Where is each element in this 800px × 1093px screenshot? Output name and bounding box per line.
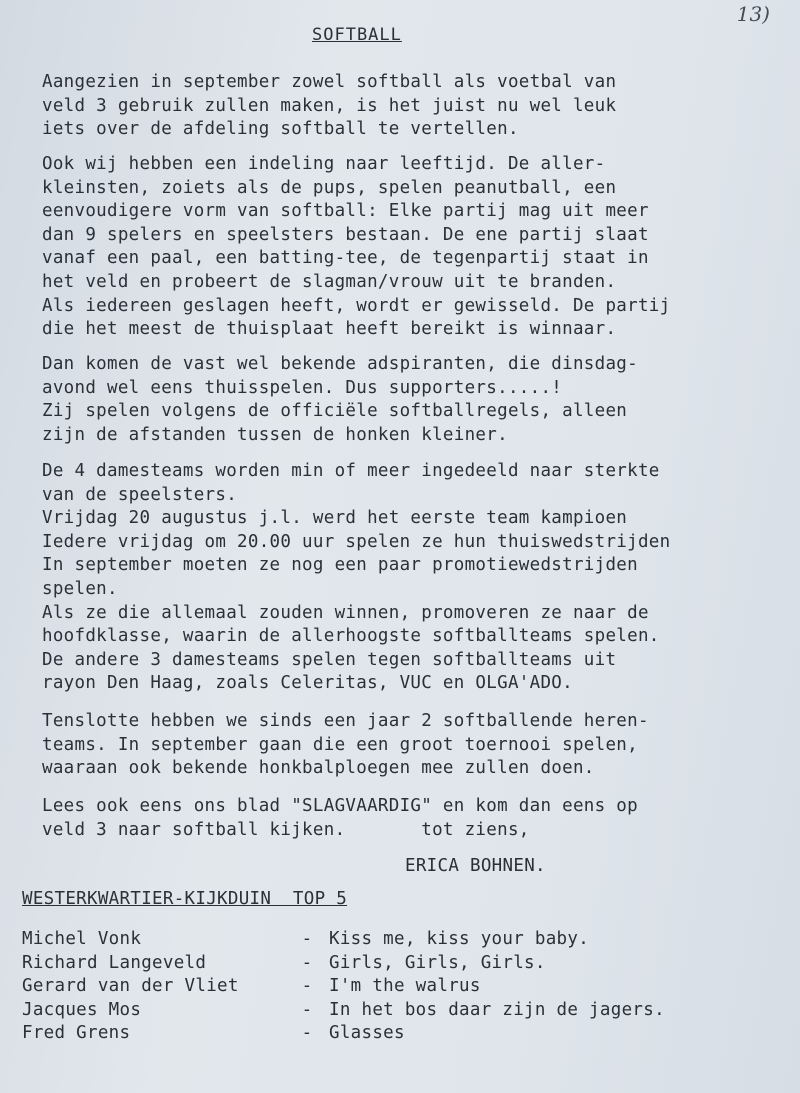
top5-artist: Fred Grens [22,1023,131,1044]
article-title: SOFTBALL [312,25,402,45]
top5-artist: Jacques Mos [22,999,142,1020]
paragraph-age-groups: Ook wij hebben een indeling naar leeftijd. De aller- kleinsten, zoiets als de pups, spelen peanutball, een eenvoudigere vorm van softball: Elke partij mag uit meer dan 9 spelers en speelsters bestaan. De ene partij slaat vanaf een paal, een batting-tee, de tegenpartij staat in het veld en probeert de slagman/vrouw uit te branden. Als iedereen geslagen heeft, wordt er gewisseld. De partij die het meest de thuisplaat heeft bereikt is winnaar. [42,154,671,340]
paragraph-intro: Aangezien in september zowel softball als voetbal van veld 3 gebruik zullen maken, is het juist nu wel leuk iets over de afdeling softball te vertellen. [42,72,617,140]
top5-heading: WESTERKWARTIER-KIJKDUIN TOP 5 [22,889,348,909]
top5-entry [22,999,665,1023]
top5-entry [22,928,665,952]
top5-dash: - [301,999,313,1020]
author-signature: ERICA BOHNEN. [405,856,546,876]
paragraph-ladies-teams: De 4 damesteams worden min of meer ingedeeld naar sterkte van de speelsters. Vrijdag 20 augustus j.l. werd het eerste team kampioen Iedere vrijdag om 20.00 uur spelen ze hun thuiswedstrijden In september moeten ze nog een paar promotiewedstrijden spelen. Als ze die allemaal zouden winnen, promoveren ze naar de hoofdklasse, waarin de allerhoogste softballteams spelen. De andere 3 damesteams spelen tegen softballteams uit rayon Den Haag, zoals Celeritas, VUC en OLGA'ADO. [42,461,671,694]
top5-dash: - [301,952,313,973]
top5-song: In het bos daar zijn de jagers. [329,999,665,1020]
top5-artist: Richard Langeveld [22,952,207,973]
top5-dash: - [301,929,313,949]
top5-dash: - [301,976,313,997]
top5-song: I'm the walrus [329,976,481,997]
top5-artist: Gerard van der Vliet [22,976,239,997]
paragraph-closing: Lees ook eens ons blad "SLAGVAARDIG" en kom dan eens op veld 3 naar softball kijken. tot ziens, [42,796,638,840]
paragraph-mens-teams: Tenslotte hebben we sinds een jaar 2 softballende heren- teams. In september gaan die een groot toernooi spelen, waaraan ook bekende honkbalploegen mee zullen doen. [42,711,649,779]
top5-song: Girls, Girls, Girls. [329,952,546,973]
top5-entry [22,952,665,976]
top5-entry [22,1022,665,1046]
page-number: 13) [736,2,770,26]
top5-song: Glasses [329,1023,405,1044]
top5-list [22,928,665,1046]
top5-artist: Michel Vonk [22,929,142,949]
top5-entry [22,975,665,999]
top5-song: Kiss me, kiss your baby. [329,929,590,949]
paragraph-aspirants: Dan komen de vast wel bekende adspiranten, die dinsdag- avond wel eens thuisspelen. Dus supporters.....! Zij spelen volgens de officiële softballregels, alleen zijn de afstanden tussen de honken kleiner. [42,354,638,445]
top5-dash: - [301,1023,313,1044]
